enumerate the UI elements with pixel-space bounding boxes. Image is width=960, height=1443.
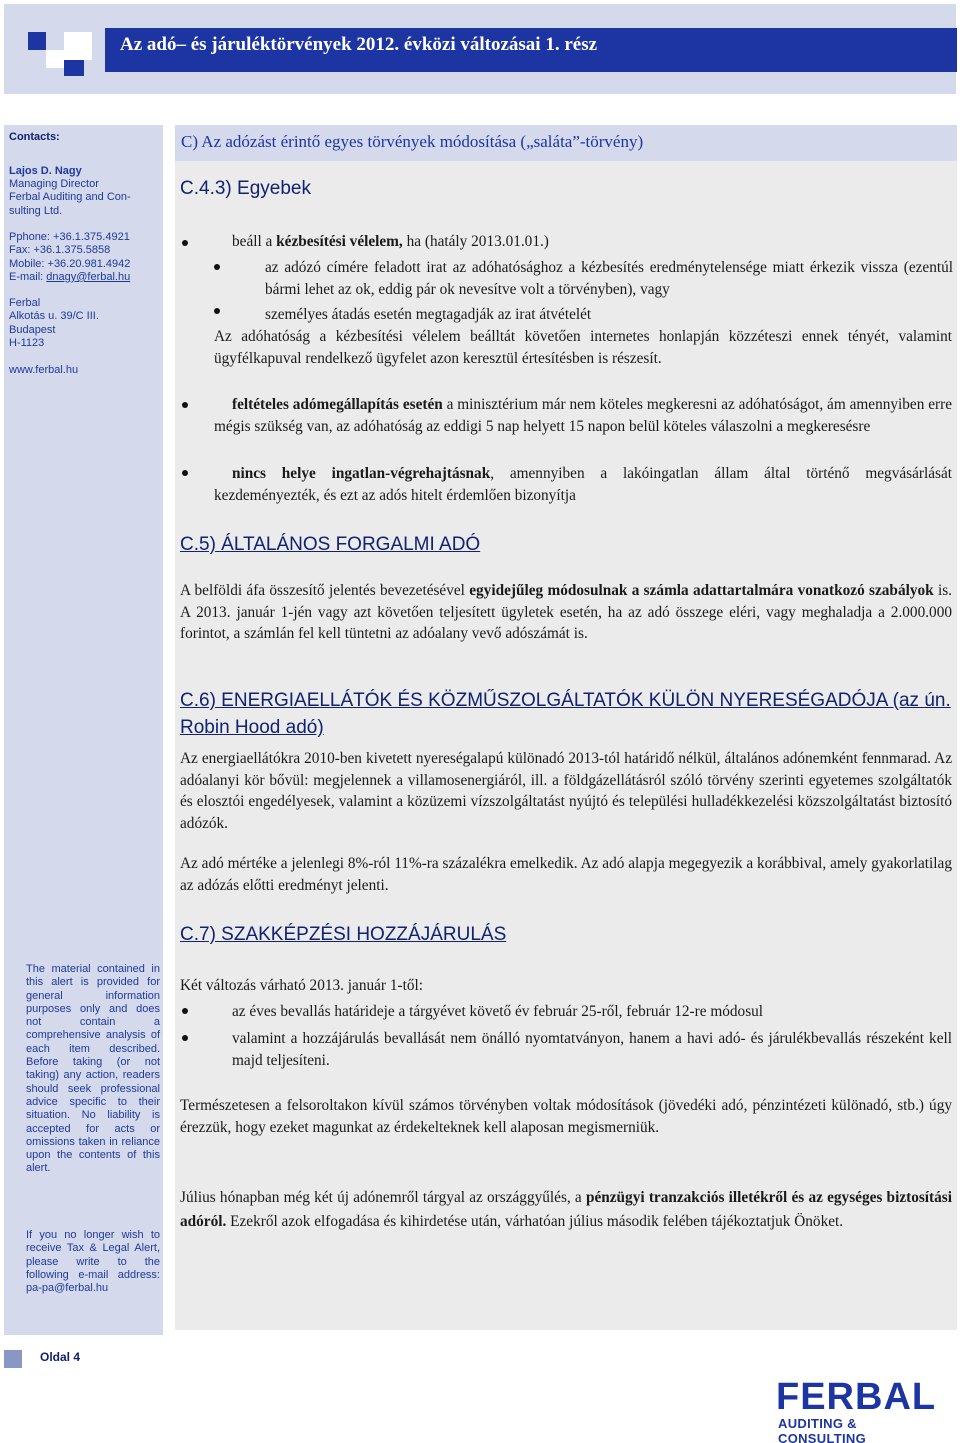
text-span: A belföldi áfa összesítő jelentés bevezetésével	[180, 582, 470, 599]
paragraph-new-taxes	[180, 1186, 952, 1234]
contact-phones	[9, 231, 130, 284]
text-span: , amennyiben a lakóingatlan állam által történő megvásárlását kezdeményezték, és ezt az adós hitelt érdemlően bizonyítja	[214, 465, 952, 504]
address-line: Alkotás u. 39/C III.	[9, 310, 99, 323]
contact-role	[9, 178, 131, 218]
unsubscribe-text: If you no longer wish to receive Tax & Legal Alert, please write to the following e-mail address: pa-pa@ferbal.hu	[26, 1229, 160, 1295]
bullet-dot	[182, 470, 188, 476]
email-link[interactable]: dnagy@ferbal.hu	[46, 270, 131, 283]
disclaimer-text: The material contained in this alert is provided for general information purposes only and does not contain a comprehensive analysis of each item described. Before taking (or not taking) any action, readers should seek professional advice specific to their situation. No liability is accepted for acts or omissions taken in reliance upon the contents of this alert.	[26, 963, 160, 1175]
contact-sidebar	[4, 125, 163, 1335]
role-line: sulting Ltd.	[9, 204, 63, 217]
bullet-deadline: az éves bevallás határideje a tárgyévet követő év február 25-ről, február 12-re módosul	[232, 1003, 764, 1020]
paragraph-other-laws: Természetesen a felsoroltakon kívül számos törvényben voltak módosítások (jövedéki adó, pénzintézeti különadó, stb.) úgy érezzük, hogy ezeket magunkat az érdekelteknek kell alaposan megismerniük.	[180, 1097, 952, 1136]
email-line	[9, 271, 130, 284]
text-bold: feltételes adómegállapítás esetén	[232, 396, 443, 413]
bullet-personal-delivery: személyes átadás esetén megtagadják az irat átvételét	[265, 306, 592, 323]
contact-name: Lajos D. Nagy	[9, 165, 82, 177]
paragraph-energy-1: Az energiaellátókra 2010-ben kivetett nyereségalapú különadó 2013-tól határidő nélkül, általános adónemként fennmarad. Az adóalanyi kör bővül: megjelennek a villamosenergiáról, ill. a földgázellátásról szóló törvény szerinti egyetemes szolgáltatók és elosztói engedélyesek, valamint a közüzemi vízszolgáltatást nyújtó és települési hulladékkezelési közszolgáltatást biztosító adózók.	[180, 750, 952, 832]
text-span: Ezekről azok elfogadása és kihirdetése után, várhatóan július második felében tájékoztatjuk Önöket.	[226, 1213, 844, 1230]
text-bold: egyidejűleg módosulnak a számla adattartalmára vonatkozó szabályok	[469, 582, 934, 599]
paragraph-energy-2: Az adó mértéke a jelenlegi 8%-ról 11%-ra százalékra emelkedik. Az adó alapja megegyezik a korábbival, amely gyakorlatilag az adózás előtti eredményt jelenti.	[180, 855, 952, 894]
contact-address	[9, 297, 99, 350]
text-span: a minisztérium már nem köteles megkeresni az adóhatóságot, ám amennyiben erre mégis szükség van, az adóhatóság az eddigi 5 nap helyett 15 napon belül köteles válaszolni a megkeresésre	[214, 396, 952, 435]
address-line: H-1123	[9, 336, 45, 349]
bullet-kezbesitesi-velelem	[232, 231, 952, 253]
bullet-monthly-return: valamint a hozzájárulás bevallását nem önálló nyomtatványon, hanem a havi adó- és járulékbevallás részeként kell majd teljesíteni.	[232, 1030, 952, 1069]
page-number: Oldal 4	[40, 1350, 81, 1364]
bullet-dot	[182, 240, 188, 246]
bullet-real-estate	[214, 463, 952, 506]
decor-square	[28, 32, 46, 50]
text-span: Július hónapban még két új adónemről tárgyal az országgyűlés, a	[180, 1189, 586, 1206]
paragraph-vat	[180, 580, 952, 645]
heading-c6: C.6) ENERGIAELLÁTÓK ÉS KÖZMŰSZOLGÁLTATÓK KÜLÖN NYERESÉGADÓJA (az ún. Robin Hood adó)	[180, 690, 951, 738]
section-header	[175, 125, 957, 161]
text-bold: nincs helye ingatlan-végrehajtásnak	[232, 465, 491, 482]
text-span: is. A 2013. január 1-jén vagy azt követően teljesített ügyletek esetén, ha az adó összege eléri, vagy meghaladja a 2.000.000 forintot, a számlán fel kell tüntetni az adóalany vevő adószámát is.	[180, 582, 952, 642]
decor-square	[46, 50, 64, 68]
bullet-return-reason: az adózó címére feladott irat az adóhatósághoz a kézbesítés eredménytelensége miatt érkezik vissza (ezentúl bármi lehet az ok, eddig pár ok nevesítve volt a törvényben), vagy	[265, 259, 953, 298]
bullet-dot	[182, 402, 188, 408]
phone-line: Pphone: +36.1.375.4921	[9, 231, 130, 243]
paragraph-intro: Két változás várható 2013. január 1-től:	[180, 977, 423, 994]
bullet-dot	[182, 1035, 188, 1041]
bullet-conditional-assessment	[214, 394, 952, 437]
website-link[interactable]: www.ferbal.hu	[9, 364, 79, 376]
text-span: beáll a	[232, 233, 277, 250]
ferbal-logo	[776, 1376, 937, 1443]
fax-line: Fax: +36.1.375.5858	[9, 244, 111, 257]
address-line: Ferbal	[9, 297, 41, 309]
bullet-dot	[182, 1008, 188, 1014]
text-bold: pénzügyi tranzakciós illetékről és az egységes biztosítási adóról.	[180, 1189, 952, 1230]
document-title: Az adó– és járuléktörvények 2012. évközi változásai 1. rész	[120, 34, 598, 55]
heading-c43: C.4.3) Egyebek	[180, 178, 311, 199]
section-title: C) Az adózást érintő egyes törvények módosítása („saláta”-törvény)	[181, 132, 644, 151]
heading-c5: C.5) ÁLTALÁNOS FORGALMI ADÓ	[180, 534, 481, 555]
bullet-dot	[214, 308, 220, 314]
mobile-line: Mobile: +36.20.981.4942	[9, 257, 131, 270]
text-span: ha (hatály 2013.01.01.)	[402, 233, 549, 250]
footer-square	[4, 1350, 22, 1368]
heading-c7: C.7) SZAKKÉPZÉSI HOZZÁJÁRULÁS	[180, 924, 507, 945]
decor-square	[64, 60, 84, 76]
role-line: Ferbal Auditing and Con-	[9, 191, 131, 204]
text-bold: kézbesítési vélelem,	[276, 233, 403, 250]
address-line: Budapest	[9, 323, 56, 336]
bullet-dot	[214, 264, 220, 270]
paragraph-notification: Az adóhatóság a kézbesítési vélelem beálltát követően internetes honlapján közzéteszi ennek tényét, valamint ügyfélkapuval rendelkező ügyfelet azon keresztül értesítésben is részesít.	[214, 328, 952, 367]
decor-square	[64, 32, 92, 60]
email-prefix: E-mail:	[9, 270, 47, 283]
logo-wordmark: FERBAL	[776, 1376, 937, 1418]
contacts-label: Contacts:	[9, 131, 60, 143]
logo-tagline: AUDITING & CONSULTING	[778, 1416, 866, 1443]
role-line: Managing Director	[9, 178, 99, 190]
